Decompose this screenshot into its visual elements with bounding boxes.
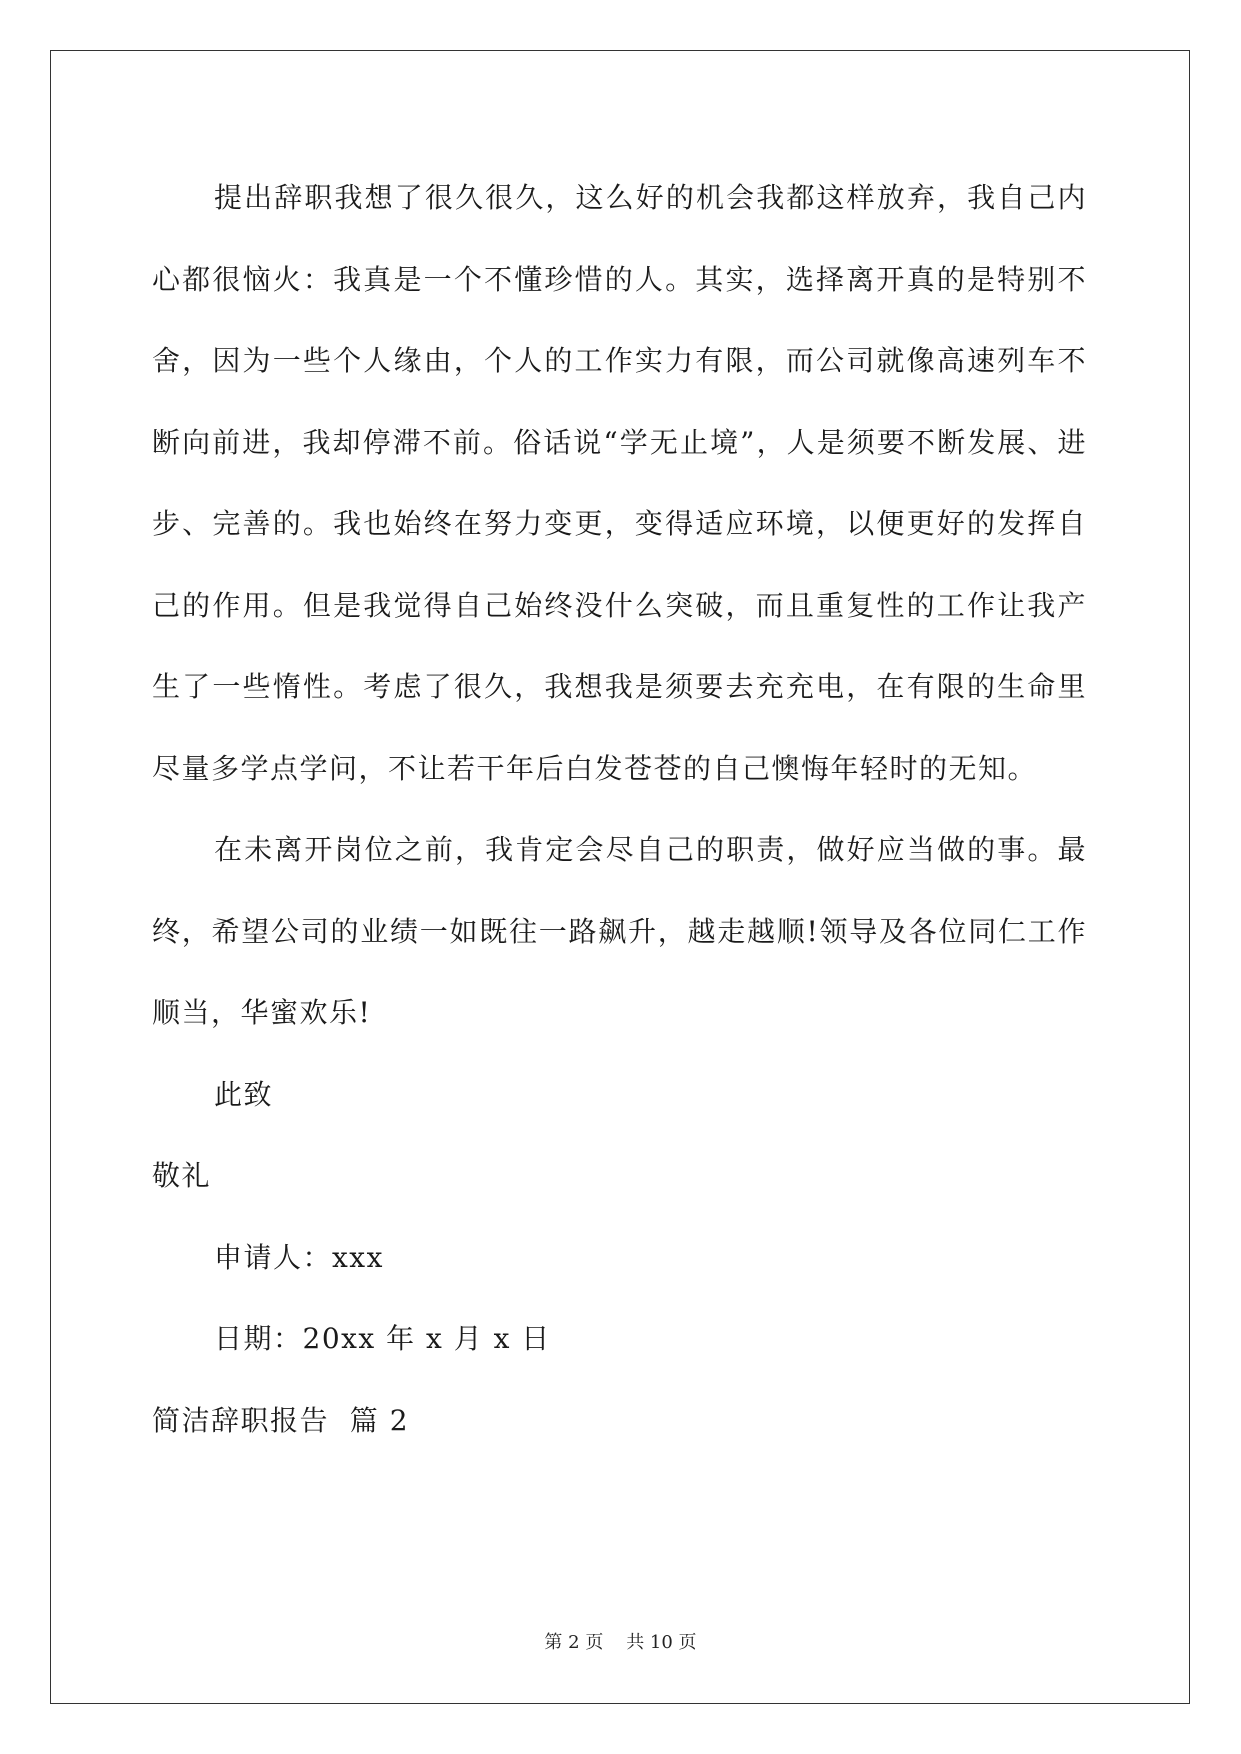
document-body — [152, 165, 1087, 1461]
date-line: 日期：20xx 年 x 月 x 日 — [214, 1322, 551, 1355]
page-number: 第 2 页 共 10 页 — [544, 1632, 697, 1653]
paragraph-2: 在未离开岗位之前，我肯定会尽自己的职责，做好应当做的事。最终，希望公司的业绩一如既往一路飙升，越走越顺!领导及各位同仁工作顺当，华蜜欢乐! — [152, 833, 1087, 1029]
closing-line: 此致 — [214, 1077, 274, 1111]
salutation-line: 敬礼 — [152, 1159, 212, 1192]
section-title: 简洁辞职报告 篇 2 — [152, 1403, 410, 1437]
applicant-line: 申请人：xxx — [214, 1240, 384, 1274]
paragraph-1: 提出辞职我想了很久很久，这么好的机会我都这样放弃，我自己内心都很恼火：我真是一个不懂珍惜的人。其实，选择离开真的是特别不舍，因为一些个人缘由，个人的工作实力有限，而公司就像高速列车不断向前进，我却停滞不前。俗话说“学无止境”，人是须要不断发展、进步、完善的。我也始终在努力变更，变得适应环境，以便更好的发挥自己的作用。但是我觉得自己始终没什么突破，而且重复性的工作让我产生了一些惰性。考虑了很久，我想我是须要去充充电，在有限的生命里尽量多学点学问，不让若干年后白发苍苍的自己懊悔年轻时的无知。 — [152, 181, 1087, 785]
page-footer — [0, 1628, 1241, 1654]
